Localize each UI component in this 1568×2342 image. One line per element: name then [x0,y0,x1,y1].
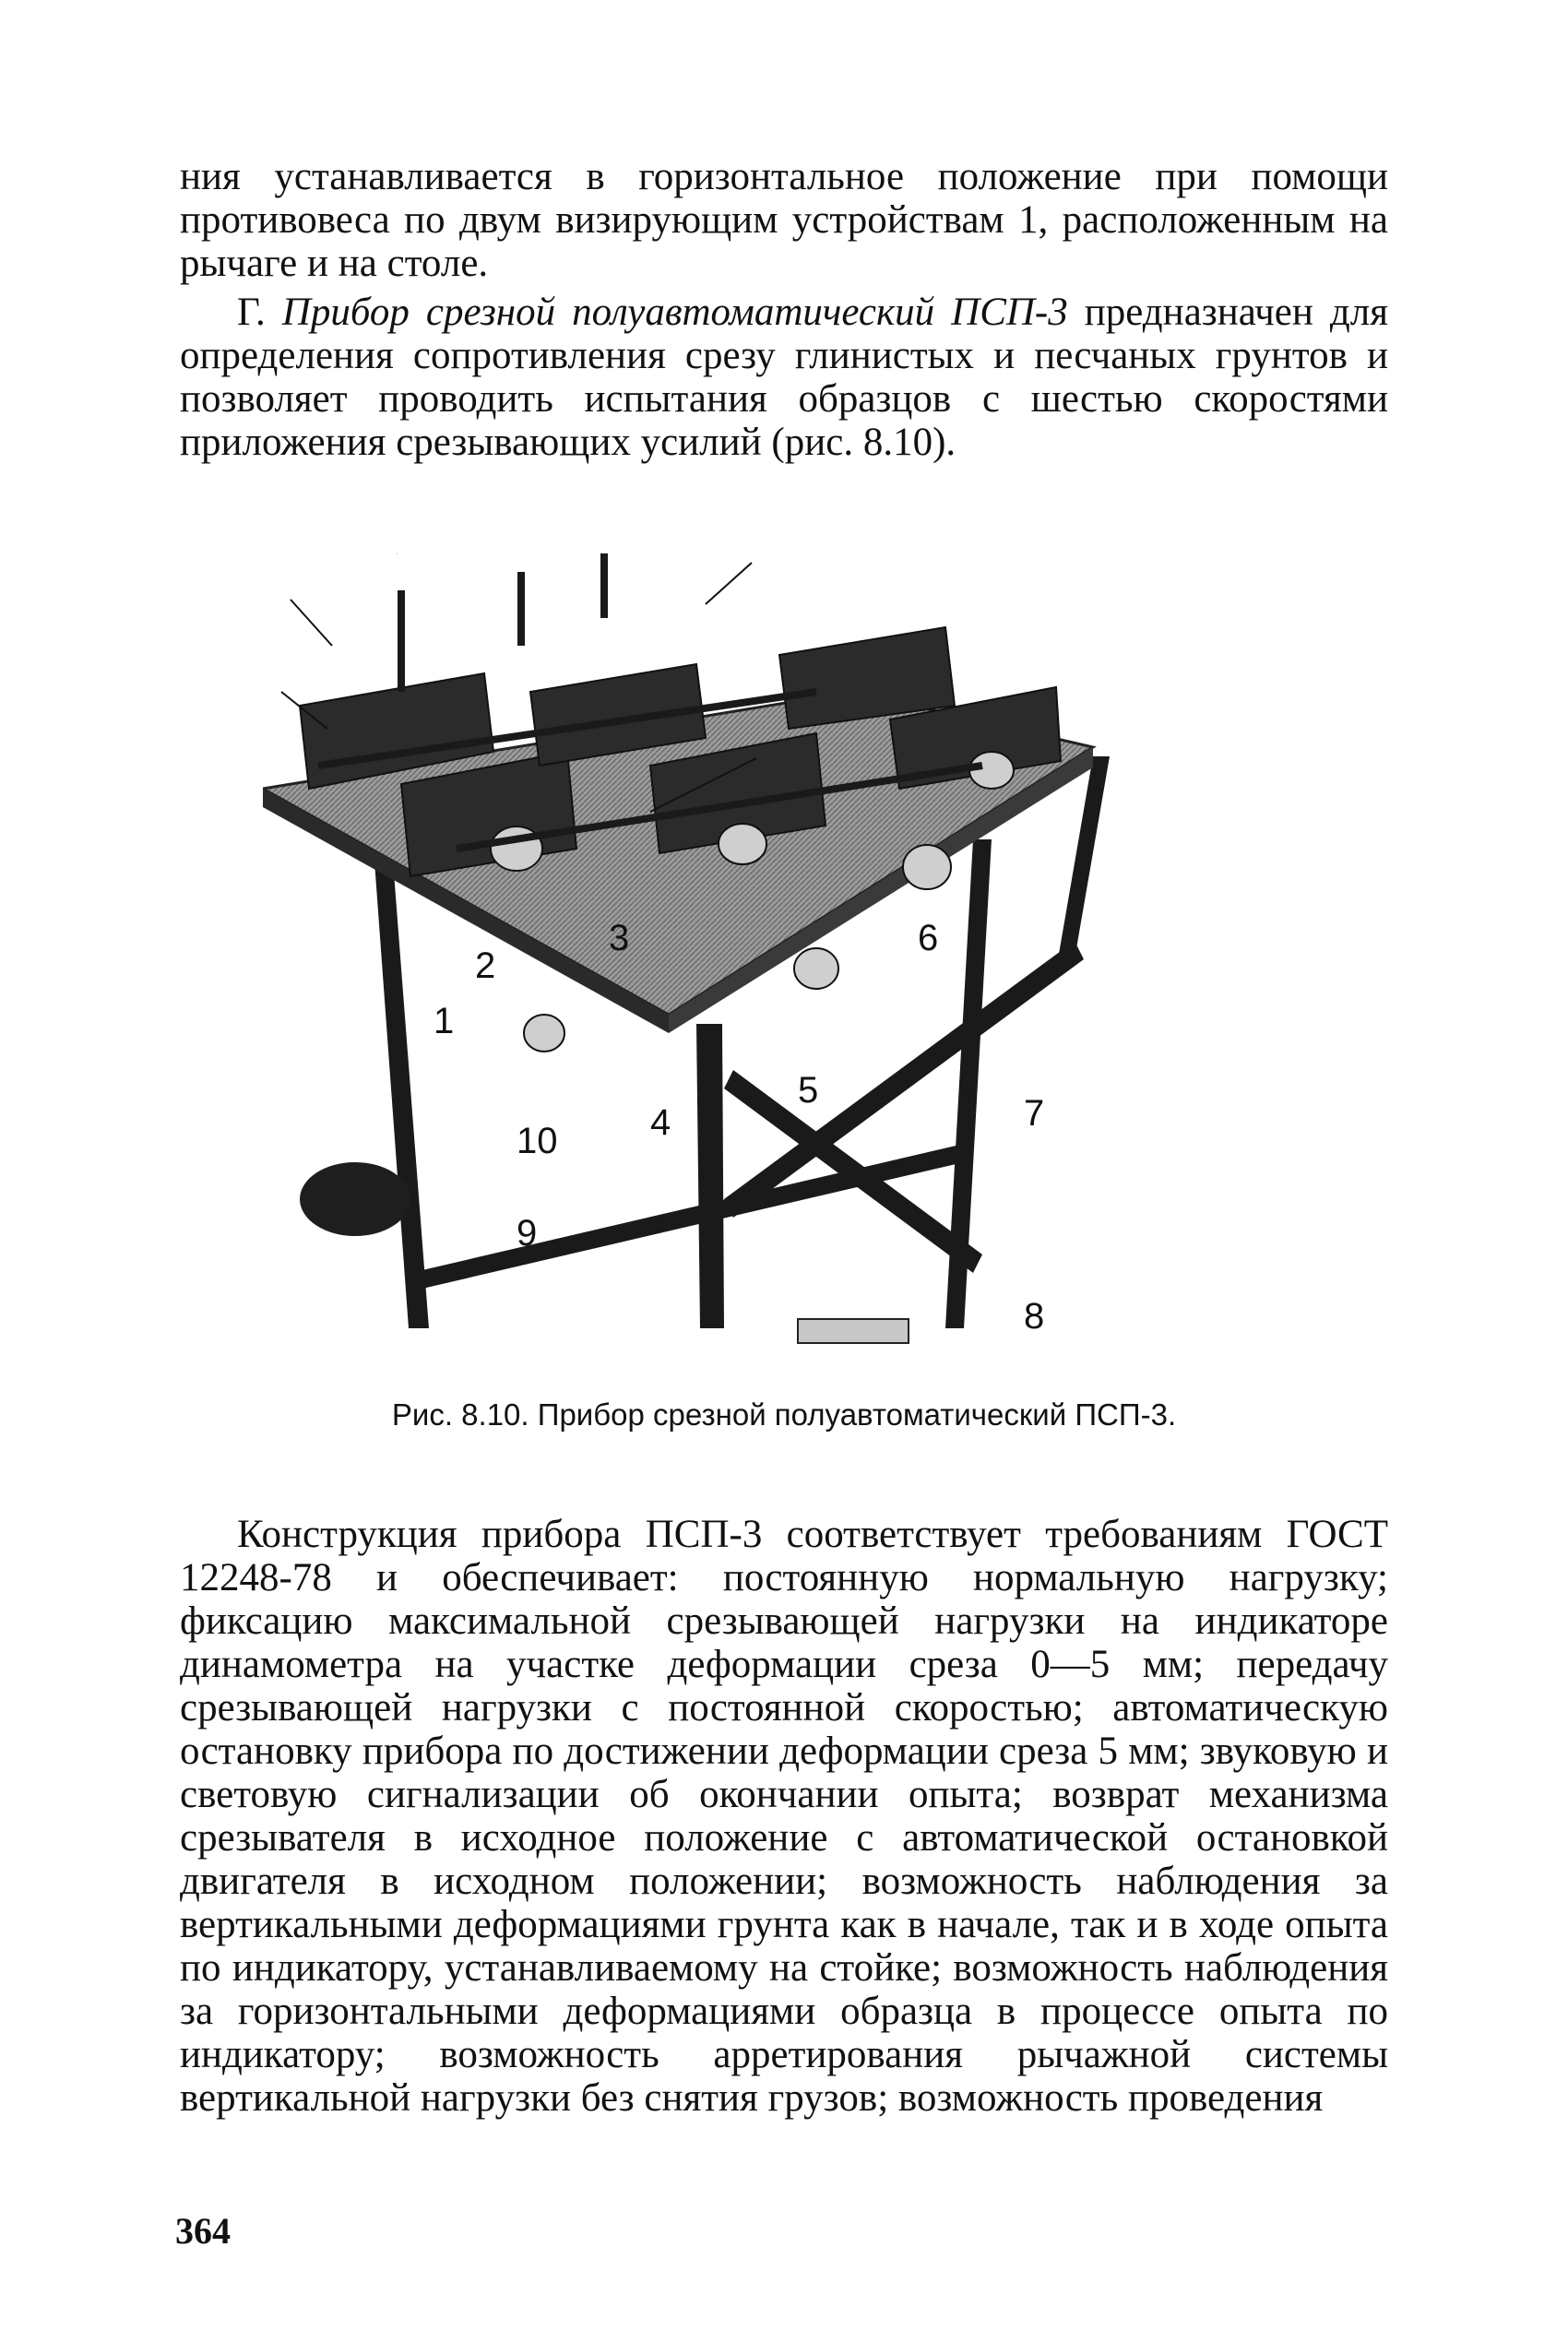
paragraph-construction: Конструкция прибора ПСП-3 соответствует требованиям ГОСТ 12248-78 и обеспечивает: постоянную нормальную нагрузку; фиксацию максимальной срезывающей нагрузки на индикаторе динамометра на участке деформации среза 0—5 мм; передачу срезывающей нагрузки с постоянной скоростью; автоматическую остановку прибора по достижении деформации среза 5 мм; звуковую и световую сигнализации об окончании опыта; возврат механизма срезывателя в исходное положение с автоматической остановкой двигателя в исходном положении; возможность наблюдения за вертикальными деформациями грунта как в начале, так и в ходе опыта по индикатору, устанавливаемому на стойке; возможность наблюдения за горизонтальными деформациями образца в процессе опыта по индикатору; возможность арретирования рычажной системы вертикальной нагрузки без снятия грузов; возможность проведения [180,1513,1388,2120]
callout-labels [263,553,1314,1347]
callout-7: 7 [1024,1093,1045,1134]
figure-caption: Рис. 8.10. Прибор срезной полуавтоматический ПСП-3. [391,1397,1177,1432]
paragraph-continuation: ния устанавливается в горизонтальное положение при помощи противовеса по двум визирующим устройствам 1, расположенным на рычаге и на столе. [180,155,1388,285]
callout-5: 5 [798,1070,819,1111]
callout-8: 8 [1024,1296,1045,1337]
device-title: Прибор срезной полуавтоматический ПСП-3 [281,291,1068,334]
callout-4: 4 [650,1102,671,1143]
page-number: 364 [175,2210,231,2252]
callout-10: 10 [517,1121,558,1161]
callout-9: 9 [517,1213,538,1254]
item-letter: Г. [237,291,282,334]
callout-3: 3 [609,918,630,958]
callout-2: 2 [475,945,496,986]
paragraph-device-intro [180,291,1388,464]
figure-psp3-device [263,553,1314,1347]
callout-6: 6 [918,918,939,958]
callout-1: 1 [434,1001,455,1041]
device-description: предназначен для определения сопротивления срезу глинистых и песчаных грунтов и позволяет проводить испытания образцов с шестью скоростями приложения срезывающих усилий (рис. 8.10). [180,291,1388,464]
